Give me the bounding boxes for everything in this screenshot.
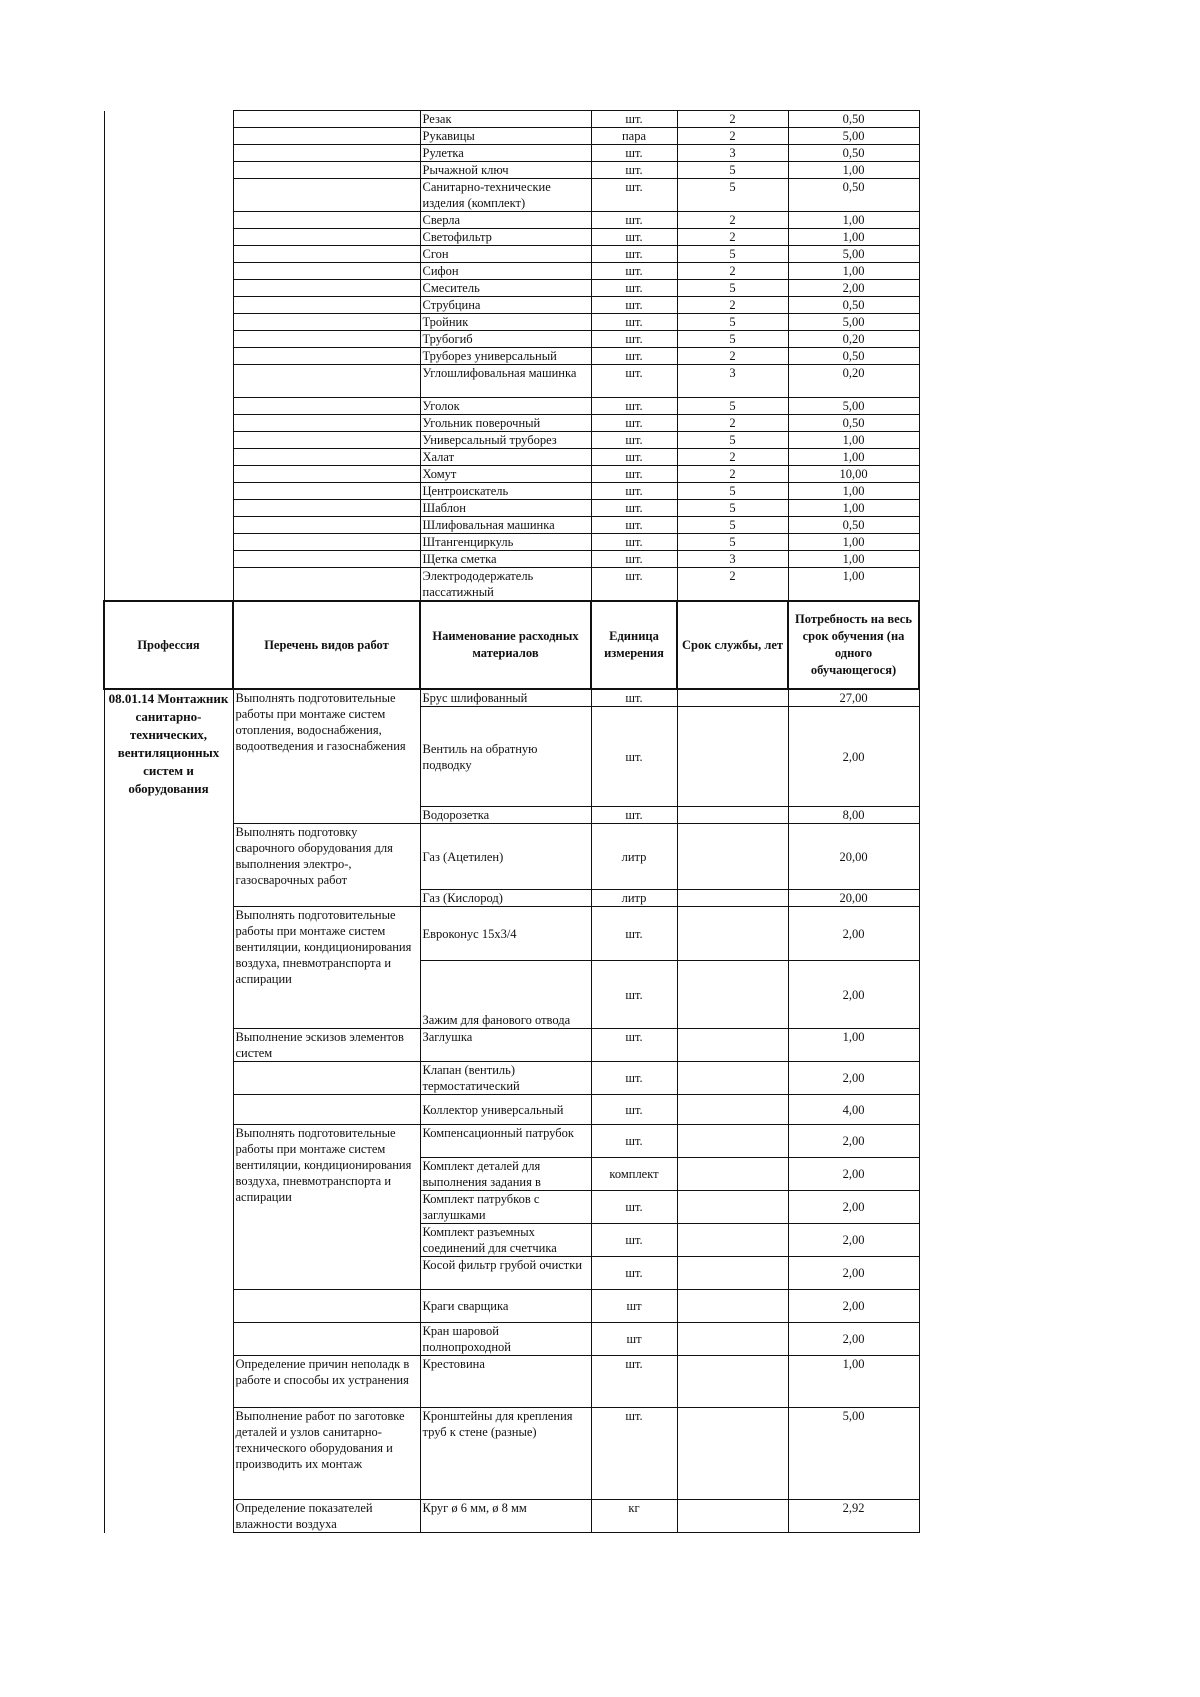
works-cell-empty xyxy=(233,212,420,229)
material-name: Газ (Кислород) xyxy=(420,890,591,907)
unit-cell: шт. xyxy=(591,1356,677,1408)
material-name: Углошлифовальная машинка xyxy=(420,365,591,398)
work-type-cell-empty xyxy=(233,1323,420,1356)
unit-cell: шт. xyxy=(591,1062,677,1095)
works-cell-empty xyxy=(233,500,420,517)
material-name: Крестовина xyxy=(420,1356,591,1408)
material-name: Санитарно-технические изделия (комплект) xyxy=(420,179,591,212)
life-cell xyxy=(677,890,788,907)
quantity-cell: 1,00 xyxy=(788,1356,919,1408)
quantity-cell: 2,00 xyxy=(788,280,919,297)
unit-cell: шт. xyxy=(591,212,677,229)
life-cell: 3 xyxy=(677,365,788,398)
quantity-cell: 2,00 xyxy=(788,1290,919,1323)
work-type-cell: Выполнять подготовительные работы при монтаже систем отопления, водоснабжения, водоотведения и газоснабжения xyxy=(233,689,420,824)
material-name: Электрододержатель пассатижный xyxy=(420,568,591,602)
header-life: Срок службы, лет xyxy=(677,601,788,689)
life-cell: 5 xyxy=(677,432,788,449)
life-cell: 5 xyxy=(677,398,788,415)
life-cell: 5 xyxy=(677,246,788,263)
material-name: Халат xyxy=(420,449,591,466)
header-need: Потребность на весь срок обучения (на одного обучающегося) xyxy=(788,601,919,689)
unit-cell: шт. xyxy=(591,229,677,246)
work-type-cell: Выполнять подготовку сварочного оборудования для выполнения электро-, газосварочных работ xyxy=(233,824,420,907)
unit-cell: шт. xyxy=(591,707,677,807)
material-name: Водорозетка xyxy=(420,807,591,824)
life-cell: 5 xyxy=(677,517,788,534)
life-cell: 2 xyxy=(677,128,788,145)
unit-cell: шт. xyxy=(591,432,677,449)
quantity-cell: 1,00 xyxy=(788,551,919,568)
work-type-cell-empty xyxy=(233,1095,420,1125)
material-name: Струбцина xyxy=(420,297,591,314)
life-cell: 5 xyxy=(677,162,788,179)
life-cell: 5 xyxy=(677,179,788,212)
work-type-cell: Выполнение эскизов элементов систем xyxy=(233,1029,420,1062)
material-name: Труборез универсальный xyxy=(420,348,591,365)
unit-cell: шт. xyxy=(591,398,677,415)
unit-cell: шт. xyxy=(591,1257,677,1290)
profession-cell: 08.01.14 Монтажник санитарно-технических, вентиляционных систем и оборудования xyxy=(104,689,233,1533)
life-cell: 5 xyxy=(677,331,788,348)
quantity-cell: 1,00 xyxy=(788,212,919,229)
unit-cell: шт. xyxy=(591,534,677,551)
quantity-cell: 20,00 xyxy=(788,824,919,890)
unit-cell: шт xyxy=(591,1290,677,1323)
quantity-cell: 2,00 xyxy=(788,707,919,807)
quantity-cell: 1,00 xyxy=(788,483,919,500)
life-cell: 5 xyxy=(677,483,788,500)
unit-cell: шт. xyxy=(591,297,677,314)
unit-cell: шт. xyxy=(591,179,677,212)
unit-cell: шт. xyxy=(591,483,677,500)
work-type-cell: Выполнять подготовительные работы при монтаже систем вентиляции, кондиционирования воздуха, пневмотранспорта и аспирации xyxy=(233,907,420,1029)
quantity-cell: 0,50 xyxy=(788,179,919,212)
material-name: Коллектор универсальный xyxy=(420,1095,591,1125)
material-name: Рулетка xyxy=(420,145,591,162)
unit-cell: шт xyxy=(591,1323,677,1356)
unit-cell: шт. xyxy=(591,1029,677,1062)
unit-cell: шт. xyxy=(591,500,677,517)
header-works: Перечень видов работ xyxy=(233,601,420,689)
unit-cell: шт. xyxy=(591,907,677,961)
material-name: Штангенциркуль xyxy=(420,534,591,551)
unit-cell: шт. xyxy=(591,280,677,297)
unit-cell: шт. xyxy=(591,568,677,602)
life-cell xyxy=(677,1224,788,1257)
life-cell: 2 xyxy=(677,415,788,432)
works-cell-empty xyxy=(233,229,420,246)
unit-cell: шт. xyxy=(591,1408,677,1500)
life-cell xyxy=(677,1356,788,1408)
work-type-cell: Определение причин неполадк в работе и способы их устранения xyxy=(233,1356,420,1408)
works-cell-empty xyxy=(233,297,420,314)
life-cell xyxy=(677,1062,788,1095)
life-cell: 3 xyxy=(677,551,788,568)
quantity-cell: 5,00 xyxy=(788,314,919,331)
material-name: Кронштейны для крепления труб к стене (разные) xyxy=(420,1408,591,1500)
quantity-cell: 5,00 xyxy=(788,398,919,415)
material-name: Зажим для фанового отвода xyxy=(420,961,591,1029)
works-cell-empty xyxy=(233,348,420,365)
material-name: Рукавицы xyxy=(420,128,591,145)
unit-cell: шт. xyxy=(591,1191,677,1224)
quantity-cell: 2,00 xyxy=(788,1257,919,1290)
quantity-cell: 1,00 xyxy=(788,568,919,602)
life-cell xyxy=(677,1095,788,1125)
works-cell-empty xyxy=(233,280,420,297)
material-name: Компенсационный патрубок xyxy=(420,1125,591,1158)
works-cell-empty xyxy=(233,111,420,128)
material-name: Комплект патрубков с заглушками xyxy=(420,1191,591,1224)
unit-cell: шт. xyxy=(591,961,677,1029)
life-cell: 5 xyxy=(677,500,788,517)
life-cell: 3 xyxy=(677,145,788,162)
works-cell-empty xyxy=(233,415,420,432)
works-cell-empty xyxy=(233,517,420,534)
material-name: Сгон xyxy=(420,246,591,263)
work-type-cell: Выполнять подготовительные работы при монтаже систем вентиляции, кондиционирования воздуха, пневмотранспорта и аспирации xyxy=(233,1125,420,1290)
life-cell: 5 xyxy=(677,534,788,551)
quantity-cell: 0,50 xyxy=(788,111,919,128)
works-cell-empty xyxy=(233,128,420,145)
header-profession: Профессия xyxy=(104,601,233,689)
materials-table xyxy=(103,110,920,1533)
material-name: Евроконус 15х3/4 xyxy=(420,907,591,961)
life-cell xyxy=(677,907,788,961)
life-cell xyxy=(677,1323,788,1356)
quantity-cell: 2,00 xyxy=(788,1158,919,1191)
works-cell-empty xyxy=(233,432,420,449)
works-cell-empty xyxy=(233,162,420,179)
quantity-cell: 2,00 xyxy=(788,1323,919,1356)
work-type-cell: Выполнение работ по заготовке деталей и узлов санитарно-технического оборудования и производить их монтаж xyxy=(233,1408,420,1500)
material-name: Брус шлифованный xyxy=(420,689,591,707)
life-cell: 5 xyxy=(677,280,788,297)
life-cell xyxy=(677,961,788,1029)
work-type-cell-empty xyxy=(233,1062,420,1095)
unit-cell: шт. xyxy=(591,365,677,398)
life-cell xyxy=(677,689,788,707)
life-cell xyxy=(677,1029,788,1062)
quantity-cell: 2,00 xyxy=(788,961,919,1029)
material-name: Сифон xyxy=(420,263,591,280)
life-cell xyxy=(677,1290,788,1323)
life-cell xyxy=(677,824,788,890)
unit-cell: шт. xyxy=(591,162,677,179)
table-header-row xyxy=(104,601,919,689)
header-material: Наименование расходных материалов xyxy=(420,601,591,689)
quantity-cell: 1,00 xyxy=(788,263,919,280)
life-cell xyxy=(677,1500,788,1533)
life-cell xyxy=(677,707,788,807)
life-cell: 2 xyxy=(677,449,788,466)
life-cell: 2 xyxy=(677,212,788,229)
material-name: Уголок xyxy=(420,398,591,415)
unit-cell: шт. xyxy=(591,1125,677,1158)
unit-cell: комплект xyxy=(591,1158,677,1191)
document-sheet xyxy=(103,110,918,1533)
quantity-cell: 0,20 xyxy=(788,365,919,398)
material-name: Заглушка xyxy=(420,1029,591,1062)
quantity-cell: 1,00 xyxy=(788,432,919,449)
quantity-cell: 0,50 xyxy=(788,415,919,432)
material-name: Краги сварщика xyxy=(420,1290,591,1323)
life-cell xyxy=(677,1158,788,1191)
quantity-cell: 4,00 xyxy=(788,1095,919,1125)
material-name: Клапан (вентиль) термостатический xyxy=(420,1062,591,1095)
quantity-cell: 5,00 xyxy=(788,1408,919,1500)
unit-cell: литр xyxy=(591,890,677,907)
quantity-cell: 20,00 xyxy=(788,890,919,907)
table-row xyxy=(104,111,919,128)
works-cell-empty xyxy=(233,314,420,331)
material-name: Смеситель xyxy=(420,280,591,297)
unit-cell: шт. xyxy=(591,348,677,365)
works-cell-empty xyxy=(233,263,420,280)
quantity-cell: 0,50 xyxy=(788,517,919,534)
unit-cell: шт. xyxy=(591,1224,677,1257)
unit-cell: шт. xyxy=(591,246,677,263)
unit-cell: шт. xyxy=(591,111,677,128)
life-cell: 2 xyxy=(677,568,788,602)
material-name: Светофильтр xyxy=(420,229,591,246)
life-cell xyxy=(677,1191,788,1224)
quantity-cell: 2,00 xyxy=(788,907,919,961)
quantity-cell: 0,50 xyxy=(788,348,919,365)
quantity-cell: 1,00 xyxy=(788,500,919,517)
unit-cell: шт. xyxy=(591,331,677,348)
quantity-cell: 2,00 xyxy=(788,1191,919,1224)
unit-cell: шт. xyxy=(591,517,677,534)
unit-cell: литр xyxy=(591,824,677,890)
quantity-cell: 2,00 xyxy=(788,1224,919,1257)
life-cell: 2 xyxy=(677,111,788,128)
unit-cell: шт. xyxy=(591,145,677,162)
works-cell-empty xyxy=(233,365,420,398)
unit-cell: шт. xyxy=(591,1095,677,1125)
works-cell-empty xyxy=(233,179,420,212)
quantity-cell: 1,00 xyxy=(788,229,919,246)
material-name: Сверла xyxy=(420,212,591,229)
quantity-cell: 2,00 xyxy=(788,1062,919,1095)
unit-cell: шт. xyxy=(591,807,677,824)
life-cell xyxy=(677,807,788,824)
life-cell xyxy=(677,1408,788,1500)
material-name: Комплект разъемных соединений для счетчика xyxy=(420,1224,591,1257)
table-row xyxy=(104,689,919,707)
unit-cell: шт. xyxy=(591,466,677,483)
quantity-cell: 5,00 xyxy=(788,246,919,263)
life-cell: 5 xyxy=(677,314,788,331)
material-name: Круг ø 6 мм, ø 8 мм xyxy=(420,1500,591,1533)
quantity-cell: 5,00 xyxy=(788,128,919,145)
material-name: Рычажной ключ xyxy=(420,162,591,179)
unit-cell: шт. xyxy=(591,551,677,568)
works-cell-empty xyxy=(233,145,420,162)
material-name: Угольник поверочный xyxy=(420,415,591,432)
material-name: Тройник xyxy=(420,314,591,331)
works-cell-empty xyxy=(233,568,420,602)
work-type-cell: Определение показателей влажности воздуха xyxy=(233,1500,420,1533)
works-cell-empty xyxy=(233,551,420,568)
quantity-cell: 1,00 xyxy=(788,162,919,179)
life-cell: 2 xyxy=(677,348,788,365)
quantity-cell: 27,00 xyxy=(788,689,919,707)
material-name: Трубогиб xyxy=(420,331,591,348)
quantity-cell: 8,00 xyxy=(788,807,919,824)
quantity-cell: 1,00 xyxy=(788,449,919,466)
unit-cell: шт. xyxy=(591,415,677,432)
work-type-cell-empty xyxy=(233,1290,420,1323)
life-cell: 2 xyxy=(677,229,788,246)
unit-cell: шт. xyxy=(591,263,677,280)
material-name: Центроискатель xyxy=(420,483,591,500)
unit-cell: кг xyxy=(591,1500,677,1533)
material-name: Шаблон xyxy=(420,500,591,517)
works-cell-empty xyxy=(233,449,420,466)
quantity-cell: 2,92 xyxy=(788,1500,919,1533)
quantity-cell: 0,50 xyxy=(788,297,919,314)
works-cell-empty xyxy=(233,246,420,263)
life-cell: 2 xyxy=(677,263,788,280)
profession-cell-empty xyxy=(104,111,233,602)
works-cell-empty xyxy=(233,466,420,483)
material-name: Резак xyxy=(420,111,591,128)
works-cell-empty xyxy=(233,483,420,500)
material-name: Хомут xyxy=(420,466,591,483)
material-name: Кран шаровой полнопроходной xyxy=(420,1323,591,1356)
quantity-cell: 1,00 xyxy=(788,1029,919,1062)
header-unit: Единица измерения xyxy=(591,601,677,689)
unit-cell: шт. xyxy=(591,689,677,707)
quantity-cell: 1,00 xyxy=(788,534,919,551)
quantity-cell: 0,50 xyxy=(788,145,919,162)
life-cell xyxy=(677,1257,788,1290)
material-name: Шлифовальная машинка xyxy=(420,517,591,534)
material-name: Косой фильтр грубой очистки xyxy=(420,1257,591,1290)
material-name: Газ (Ацетилен) xyxy=(420,824,591,890)
material-name: Вентиль на обратную подводку xyxy=(420,707,591,807)
unit-cell: пара xyxy=(591,128,677,145)
quantity-cell: 10,00 xyxy=(788,466,919,483)
works-cell-empty xyxy=(233,398,420,415)
quantity-cell: 0,20 xyxy=(788,331,919,348)
material-name: Комплект деталей для выполнения задания в xyxy=(420,1158,591,1191)
works-cell-empty xyxy=(233,331,420,348)
works-cell-empty xyxy=(233,534,420,551)
life-cell: 2 xyxy=(677,297,788,314)
material-name: Универсальный труборез xyxy=(420,432,591,449)
material-name: Щетка сметка xyxy=(420,551,591,568)
life-cell: 2 xyxy=(677,466,788,483)
quantity-cell: 2,00 xyxy=(788,1125,919,1158)
unit-cell: шт. xyxy=(591,449,677,466)
unit-cell: шт. xyxy=(591,314,677,331)
life-cell xyxy=(677,1125,788,1158)
